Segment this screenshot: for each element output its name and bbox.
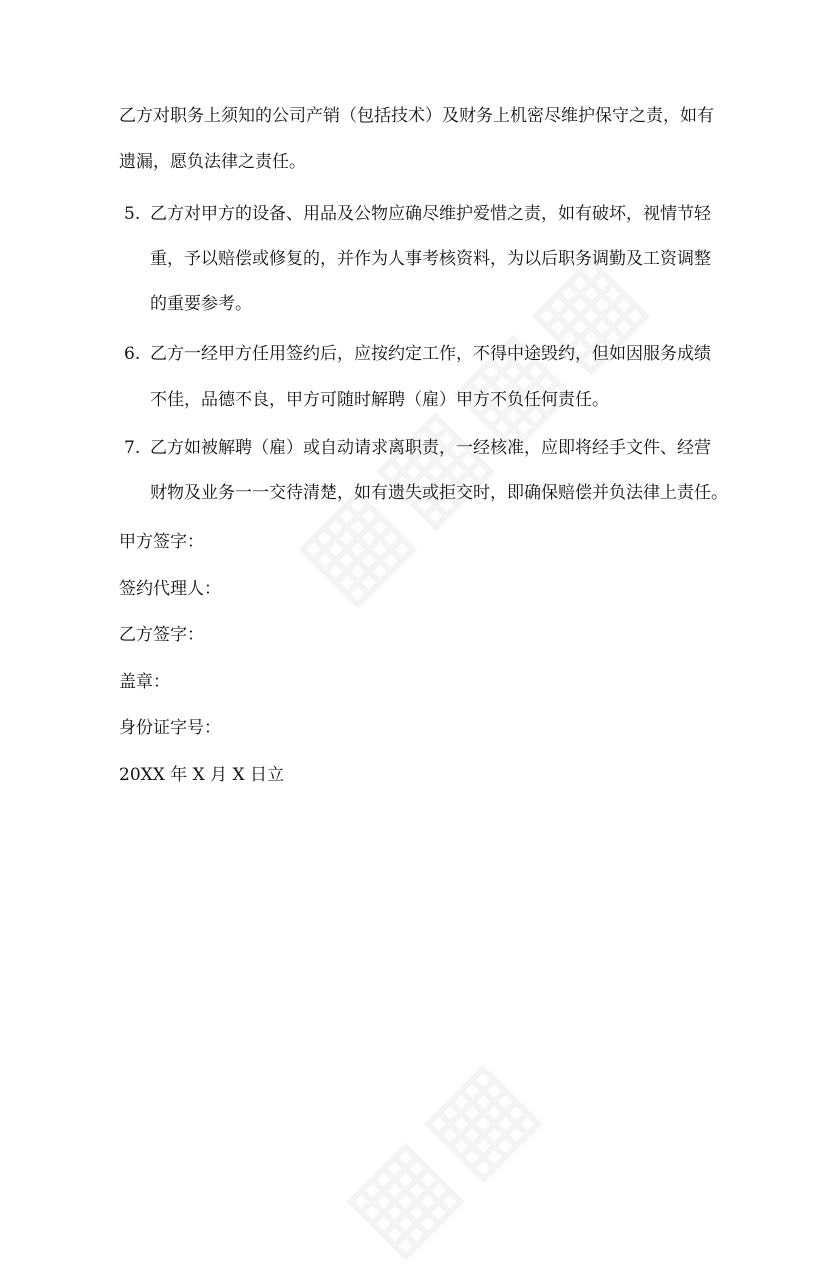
id-number-label: 身份证字号： bbox=[119, 718, 221, 738]
watermark bbox=[317, 1031, 563, 1277]
intro-line-2: 遗漏，愿负法律之责任。 bbox=[119, 152, 306, 172]
item-7-line-1: 乙方如被解聘（雇）或自动请求离职责，一经核准，应即将经手文件、经营 bbox=[150, 438, 711, 458]
seal-label: 盖章： bbox=[119, 672, 170, 692]
agent-signature-label: 签约代理人： bbox=[119, 579, 221, 599]
signing-date: 20XX 年 X 月 X 日立 bbox=[119, 765, 285, 785]
watermark bbox=[269, 223, 670, 624]
item-number: 6. bbox=[124, 344, 141, 364]
party-a-signature-label: 甲方签字： bbox=[119, 532, 204, 552]
item-6-line-1: 乙方一经甲方任用签约后，应按约定工作，不得中途毁约，但如因服务成绩 bbox=[150, 344, 711, 364]
item-5-line-2: 重，予以赔偿或修复的，并作为人事考核资料，为以后职务调勤及工资调整 bbox=[150, 249, 711, 269]
item-7-line-2: 财物及业务一一交待清楚，如有遗失或拒交时，即确保赔偿并负法律上责任。 bbox=[150, 483, 728, 503]
item-5-line-1: 乙方对甲方的设备、用品及公物应确尽维护爱惜之责，如有破坏，视情节轻 bbox=[150, 204, 711, 224]
intro-line-1: 乙方对职务上须知的公司产销（包括技术）及财务上机密尽维护保守之责，如有 bbox=[119, 106, 714, 126]
item-6-line-2: 不佳，品德不良，甲方可随时解聘（雇）甲方不负任何责任。 bbox=[150, 390, 609, 410]
party-b-signature-label: 乙方签字： bbox=[119, 625, 204, 645]
item-number: 5. bbox=[124, 204, 141, 224]
item-number: 7. bbox=[124, 438, 141, 458]
item-5-line-3: 的重要参考。 bbox=[150, 294, 252, 314]
